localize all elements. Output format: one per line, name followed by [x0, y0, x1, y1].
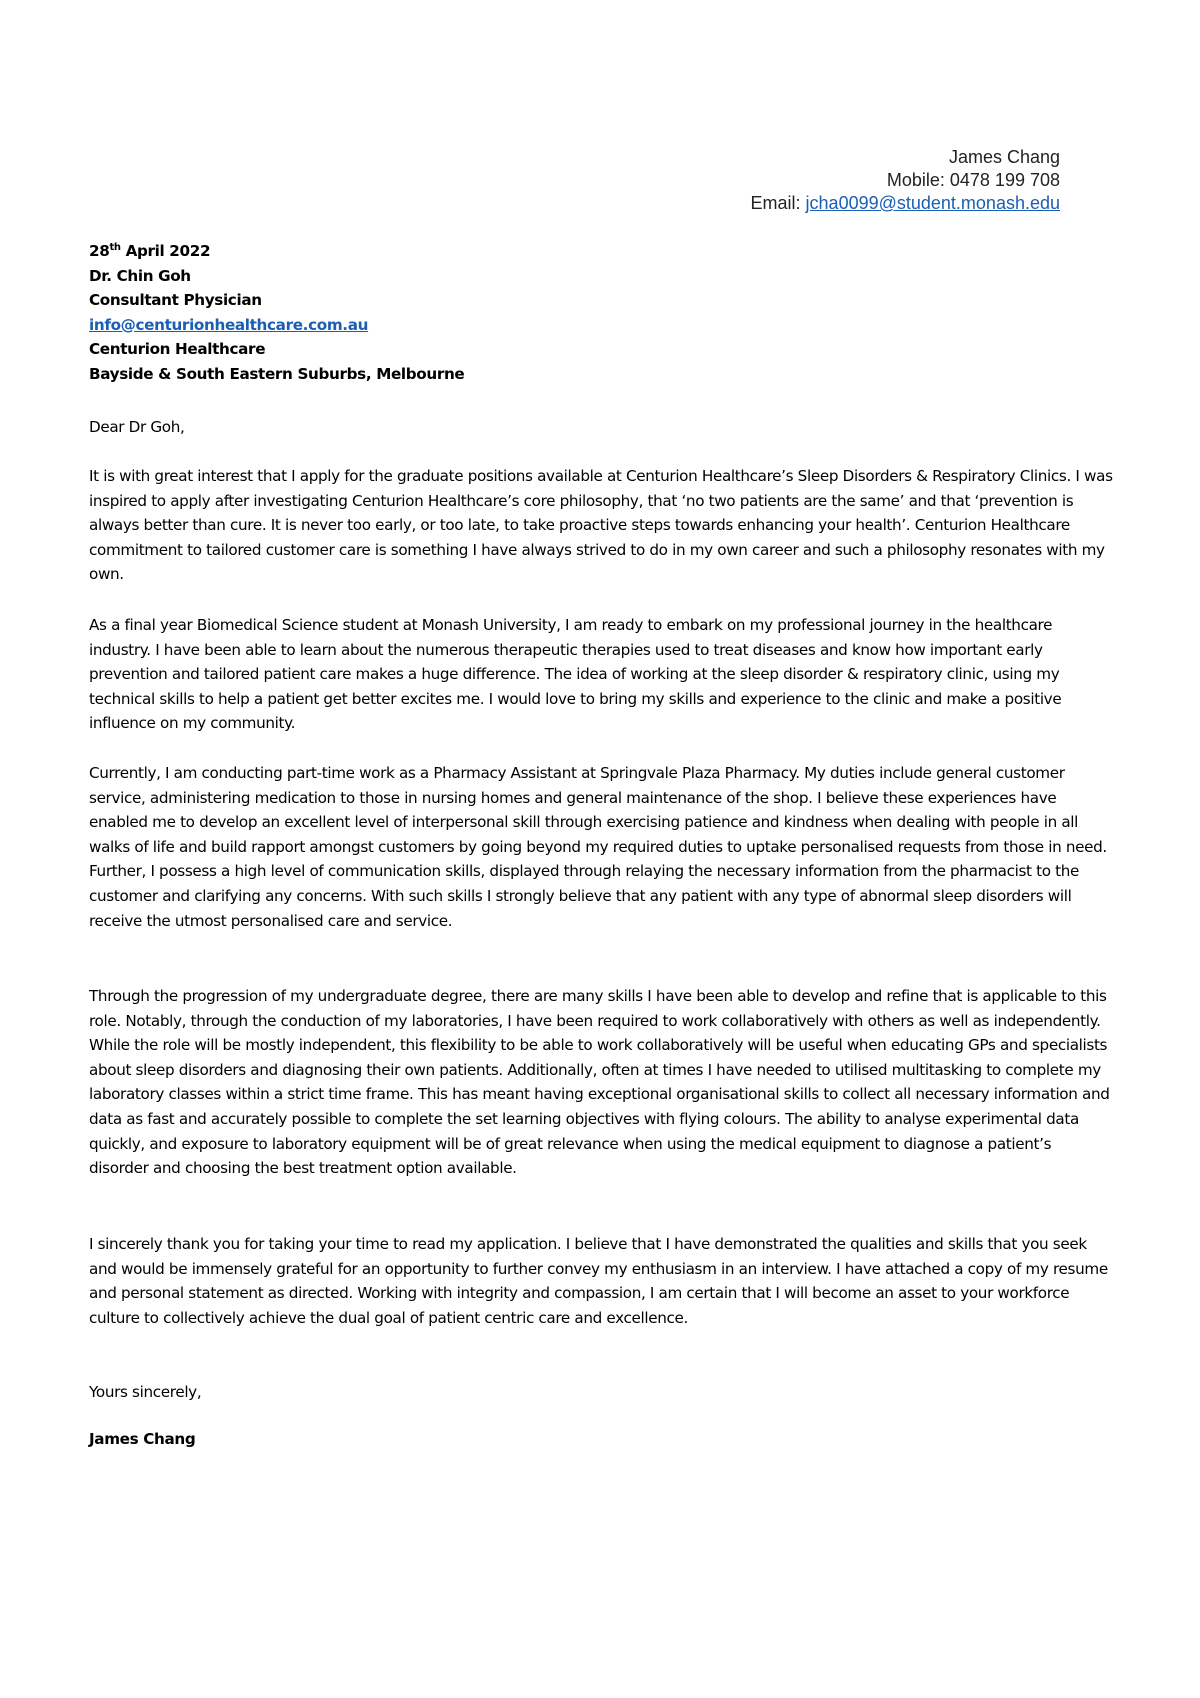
letter-date: 28th April 2022 [89, 241, 211, 260]
recipient-email-link[interactable]: info@centurionhealthcare.com.au [89, 315, 369, 334]
sender-block [751, 146, 1060, 215]
closing-line: Yours sincerely, [89, 1383, 202, 1401]
paragraph-closing: I sincerely thank you for taking your time to read my application. I believe that I have demonstrated the qualities and skills that you seek and would be immensely grateful for an opportunity to further convey my enthusiasm in an interview. I have attached a copy of my resume and personal statement as directed. Working with integrity and compassion, I am certain that I will become an asset to your workforce culture to collectively achieve the dual goal of patient centric care and excellence. [89, 1235, 1108, 1327]
recipient-organisation: Centurion Healthcare [89, 340, 266, 359]
salutation: Dear Dr Goh, [89, 418, 185, 436]
sender-email-line [751, 192, 1060, 215]
paragraph-experience: Currently, I am conducting part-time work as a Pharmacy Assistant at Springvale Plaza Pharmacy. My duties include general customer service, administering medication to those in nursing homes and general maintenance of the shop. I believe these experiences have enabled me to develop an excellent level of interpersonal skill through exercising patience and kindness when dealing with people in all walks of life and build rapport amongst customers by going beyond my required duties to uptake personalised requests from those in need. Further, I possess a high level of communication skills, displayed through relaying the necessary information from the pharmacist to the customer and clarifying any concerns. With such skills I strongly believe that any patient with any type of abnormal sleep disorders will receive the utmost personalised care and service. [89, 764, 1107, 930]
sender-mobile: Mobile: 0478 199 708 [886, 170, 1060, 190]
sender-email-label: Email: [750, 193, 806, 213]
recipient-location: Bayside & South Eastern Suburbs, Melbourne [89, 364, 465, 383]
paragraph-education: As a final year Biomedical Science student at Monash University, I am ready to embark on my professional journey in the healthcare industry. I have been able to learn about the numerous therapeutic therapies used to treat diseases and know how important early prevention and tailored patient care makes a huge difference. The idea of working at the sleep disorder & respiratory clinic, using my technical skills to help a patient get better excites me. I would love to bring my skills and experience to the clinic and make a positive influence on my community. [89, 616, 1062, 733]
signature: James Chang [89, 1430, 196, 1448]
recipient-title: Consultant Physician [89, 291, 262, 310]
paragraph-skills: Through the progression of my undergraduate degree, there are many skills I have been able to develop and refine that is applicable to this role. Notably, through the conduction of my laboratories, I have been required to work collaboratively with others as well as independently. While the role will be mostly independent, this flexibility to be able to work collaboratively will be useful when educating GPs and specialists about sleep disorders and diagnosing their own patients. Additionally, often at times I have needed to utilised multitasking to complete my laboratory classes within a strict time frame. This has meant having exceptional organisational skills to collect all necessary information and data as fast and accurately possible to complete the set learning objectives with flying colours. The ability to analyse experimental data quickly, and exposure to laboratory equipment will be of great relevance when using the medical equipment to diagnose a patient’s disorder and choosing the best treatment option available. [89, 987, 1110, 1178]
sender-email-link[interactable]: jcha0099@student.monash.edu [805, 193, 1060, 213]
recipient-block [89, 239, 1113, 387]
recipient-email-line [89, 313, 1113, 338]
recipient-name: Dr. Chin Goh [89, 266, 191, 285]
paragraph-intro: It is with great interest that I apply for the graduate positions available at Centurion Healthcare’s Sleep Disorders & Respiratory Clinics. I was inspired to apply after investigating Centurion Healthcare’s core philosophy, that ‘no two patients are the same’ and that ‘prevention is always better than cure. It is never too early, or too late, to take proactive steps towards enhancing your health’. Centurion Healthcare commitment to tailored customer care is something I have always strived to do in my own career and such a philosophy resonates with my own. [89, 467, 1113, 584]
sender-name: James Chang [948, 147, 1060, 167]
